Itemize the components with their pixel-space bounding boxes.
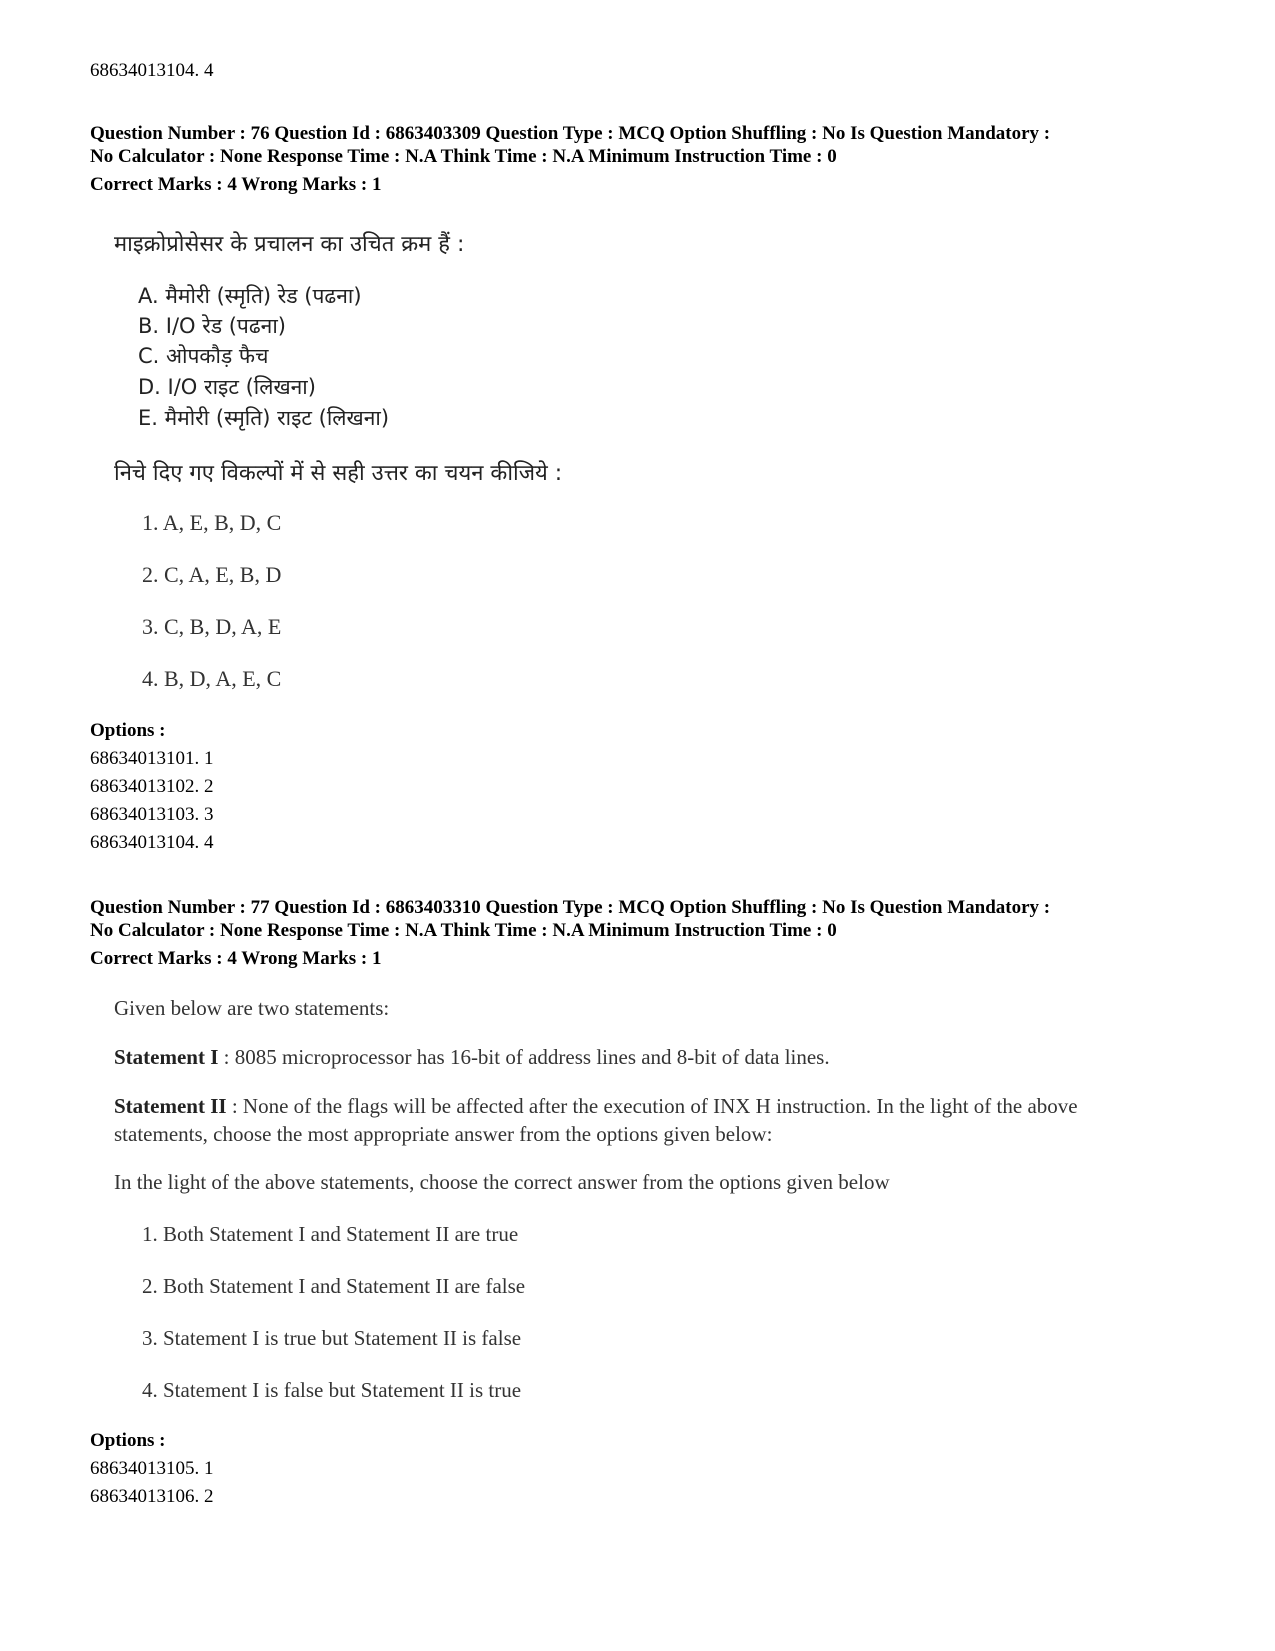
q76-option-2: 68634013102. 2 xyxy=(90,776,214,797)
q76-item-b: B. I/O रेड (पढना) xyxy=(138,314,286,338)
q77-options-label: Options : xyxy=(90,1430,166,1451)
q77-choice-3: 3. Statement I is true but Statement II is false xyxy=(142,1326,522,1350)
q77-statement-1-label: Statement I xyxy=(114,1045,219,1069)
q76-choice-3: 3. C, B, D, A, E xyxy=(142,614,282,639)
q76-choice-4: 4. B, D, A, E, C xyxy=(142,666,282,691)
q77-option-2: 68634013106. 2 xyxy=(90,1486,214,1507)
q76-option-3: 68634013103. 3 xyxy=(90,804,214,825)
q77-choice-1: 1. Both Statement I and Statement II are true xyxy=(142,1222,519,1246)
q77-statement-1-text: : 8085 microprocessor has 16-bit of address lines and 8-bit of data lines. xyxy=(218,1045,830,1069)
q76-header-line1: Question Number : 76 Question Id : 6863403309 Question Type : MCQ Option Shuffling : No Is Question Mandatory : xyxy=(90,123,1051,144)
q76-item-e: E. मैमोरी (स्मृति) राइट (लिखना) xyxy=(138,406,390,430)
q76-item-c: C. ओपकौड़ फैच xyxy=(138,344,269,368)
q76-option-1: 68634013101. 1 xyxy=(90,748,214,769)
q76-option-4: 68634013104. 4 xyxy=(90,832,214,853)
previous-option-line: 68634013104. 4 xyxy=(90,60,214,81)
q76-item-a: A. मैमोरी (स्मृति) रेड (पढना) xyxy=(138,284,362,308)
q76-options-label: Options : xyxy=(90,720,166,741)
q76-choice-2: 2. C, A, E, B, D xyxy=(142,562,282,587)
q76-item-d: D. I/O राइट (लिखना) xyxy=(138,375,316,399)
q77-instruction: In the light of the above statements, choose the correct answer from the options given below xyxy=(114,1170,890,1194)
q77-statement-2-text: : None of the flags will be affected after the execution of INX H instruction. In the light of the above statements, choose the most appropriate answer from the options given below: xyxy=(114,1094,1078,1146)
q77-choice-2: 2. Both Statement I and Statement II are false xyxy=(142,1274,526,1298)
q77-marks: Correct Marks : 4 Wrong Marks : 1 xyxy=(90,948,382,969)
q77-choice-4: 4. Statement I is false but Statement II is true xyxy=(142,1378,522,1402)
q76-marks: Correct Marks : 4 Wrong Marks : 1 xyxy=(90,174,382,195)
q76-question-text: माइक्रोप्रोसेसर के प्रचालन का उचित क्रम हैं : xyxy=(114,232,465,257)
q76-choice-1: 1. A, E, B, D, C xyxy=(142,510,282,535)
q77-intro: Given below are two statements: xyxy=(114,996,390,1020)
q77-header-line1: Question Number : 77 Question Id : 6863403310 Question Type : MCQ Option Shuffling : No Is Question Mandatory : xyxy=(90,897,1051,918)
q76-instruction: निचे दिए गए विकल्पों में से सही उत्तर का चयन कीजिये : xyxy=(114,461,563,486)
q77-statement-2 xyxy=(114,1092,1174,1148)
q77-option-1: 68634013105. 1 xyxy=(90,1458,214,1479)
q77-statement-1 xyxy=(114,1045,830,1070)
q76-header-line2: No Calculator : None Response Time : N.A Think Time : N.A Minimum Instruction Time : 0 xyxy=(90,146,837,167)
q77-statement-2-label: Statement II xyxy=(114,1094,227,1118)
q77-header-line2: No Calculator : None Response Time : N.A Think Time : N.A Minimum Instruction Time : 0 xyxy=(90,920,837,941)
